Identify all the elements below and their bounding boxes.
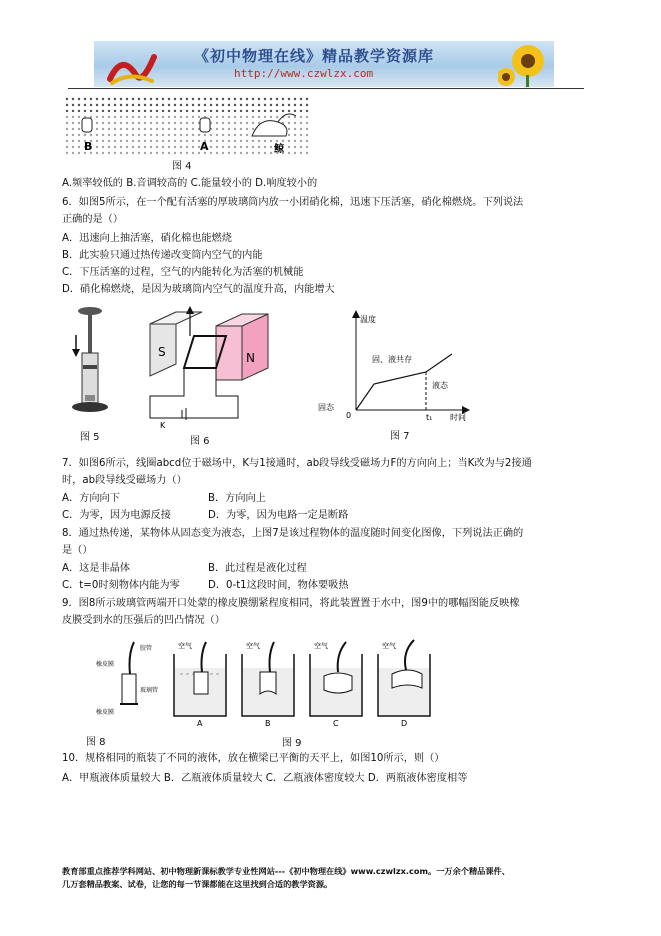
q6-stem-line2: 正确的是（） bbox=[62, 214, 124, 225]
svg-text:空气: 空气 bbox=[178, 642, 192, 650]
q8-stem-line1: 8．通过热传递，某物体从固态变为液态，上图7是该过程物体的温度随时间变化图像，下列说法正确的 bbox=[62, 528, 524, 539]
q6-option-d: D．硝化棉燃烧，是因为玻璃筒内空气的温度升高，内能增大 bbox=[62, 284, 335, 295]
q6-option-c: C．下压活塞的过程，空气的内能转化为活塞的机械能 bbox=[62, 267, 304, 278]
q7-option-b: B．方向向上 bbox=[208, 493, 266, 504]
svg-text:空气: 空气 bbox=[382, 642, 396, 650]
fig7-label-mix: 固、液共存 bbox=[372, 355, 412, 364]
prev-question-options: A.频率较低的 B.音调较高的 C.能量较小的 D.响度较小的 bbox=[62, 178, 318, 189]
fig7-label-liquid: 液态 bbox=[432, 381, 448, 390]
banner-url[interactable]: http://www.czwlzx.com bbox=[234, 67, 374, 80]
fig7-t1: t₁ bbox=[426, 413, 433, 422]
q7-stem-line2: 时，ab段导线受磁场力（） bbox=[62, 475, 187, 486]
svg-text:C: C bbox=[333, 719, 339, 728]
fig9-option-b bbox=[242, 641, 294, 728]
q8-option-b: B．此过程是液化过程 bbox=[208, 563, 307, 574]
site-logo bbox=[102, 45, 162, 85]
fig7-caption: 图 7 bbox=[390, 431, 410, 442]
q6-option-b: B．此实验只通过热传递改变筒内空气的内能 bbox=[62, 250, 263, 261]
figure-9 bbox=[170, 634, 434, 730]
q9-stem-line1: 9．图8所示玻璃管两端开口处蒙的橡皮膜绷紧程度相同，将此装置置于水中，图9中的哪幅图能反映橡 bbox=[62, 598, 520, 609]
svg-text:空气: 空气 bbox=[246, 642, 260, 650]
q8-option-d: D．0-t1这段时间，物体要吸热 bbox=[208, 580, 349, 591]
fig6-label-k: K bbox=[160, 421, 166, 430]
q8-stem-line2: 是（） bbox=[62, 545, 93, 556]
q7-option-d: D．为零，因为电路一定是断路 bbox=[208, 510, 349, 521]
fig9-option-d bbox=[378, 640, 430, 728]
fig9-option-a bbox=[174, 641, 226, 728]
fig6-label-s: S bbox=[158, 345, 166, 359]
q6-option-a: A．迅速向上抽活塞，硝化棉也能燃烧 bbox=[62, 233, 232, 244]
fig8-label-glass: 玻璃管 bbox=[140, 687, 159, 694]
q10-stem: 10．规格相同的瓶装了不同的液体，放在横梁已平衡的天平上，如图10所示，则（） bbox=[62, 753, 445, 764]
q7-option-c: C．为零，因为电源反接 bbox=[62, 510, 171, 521]
figure-7 bbox=[316, 310, 476, 422]
footer-line2: 几万套精品教案、试卷，让您的每一节课都能在这里找到合适的教学资源。 bbox=[62, 879, 333, 889]
fig4-label-b: B bbox=[84, 140, 93, 153]
fig7-ylabel: 温度 bbox=[360, 315, 376, 324]
fig7-origin: 0 bbox=[346, 411, 352, 420]
fig9-caption: 图 9 bbox=[282, 738, 302, 749]
header-banner bbox=[94, 41, 554, 87]
fig4-caption: 图 4 bbox=[172, 161, 192, 172]
fig7-label-solid: 固态 bbox=[318, 403, 334, 412]
fig5-caption: 图 5 bbox=[80, 432, 100, 443]
fig9-option-c bbox=[310, 641, 362, 728]
q8-option-a: A．这是非晶体 bbox=[62, 563, 131, 574]
q7-stem-line1: 7．如图6所示，线圈abcd位于磁场中，K与1接通时，ab段导线受磁场力F的方向向上；当K改为与2接通 bbox=[62, 458, 532, 469]
svg-text:空气: 空气 bbox=[314, 642, 328, 650]
fig8-caption: 图 8 bbox=[86, 737, 106, 748]
fig7-xlabel: 时间 bbox=[450, 413, 466, 422]
figure-5 bbox=[66, 305, 116, 417]
figure-6 bbox=[146, 306, 280, 432]
fig6-caption: 图 6 bbox=[190, 436, 210, 447]
sunflower-image bbox=[498, 41, 554, 87]
header-divider bbox=[68, 88, 584, 89]
fig6-label-n: N bbox=[246, 351, 255, 365]
banner-title: 《初中物理在线》精品教学资源库 bbox=[194, 47, 435, 65]
q7-option-a: A．方向向下 bbox=[62, 493, 120, 504]
q8-option-c: C．t=0时刻物体内能为零 bbox=[62, 580, 180, 591]
svg-text:D: D bbox=[401, 719, 408, 728]
fig8-label-film-bottom: 橡皮膜 bbox=[96, 709, 115, 716]
footer-line1: 教育部重点推荐学科网站、初中物理新课标教学专业性网站---《初中物理在线》www.czwlzx.com。一万余个精品课件、 bbox=[62, 866, 510, 876]
q6-stem-line1: 6．如图5所示，在一个配有活塞的厚玻璃筒内放一小团硝化棉，迅速下压活塞，硝化棉燃烧。下列说法 bbox=[62, 197, 524, 208]
svg-text:A: A bbox=[197, 719, 203, 728]
fig8-label-tube: 胶管 bbox=[140, 645, 153, 652]
figure-8 bbox=[94, 640, 170, 724]
q9-stem-line2: 皮膜受到水的压强后的凹凸情况（） bbox=[62, 615, 225, 626]
fig4-label-whale: 鲸 bbox=[274, 144, 284, 155]
q10-options: A．甲瓶液体质量较大 B．乙瓶液体质量较大 C．乙瓶液体密度较大 D．两瓶液体密度相等 bbox=[62, 773, 468, 784]
fig8-label-film-top: 橡皮膜 bbox=[96, 661, 115, 668]
svg-text:B: B bbox=[265, 719, 271, 728]
figure-4 bbox=[64, 96, 310, 162]
fig4-label-a: A bbox=[200, 140, 209, 153]
